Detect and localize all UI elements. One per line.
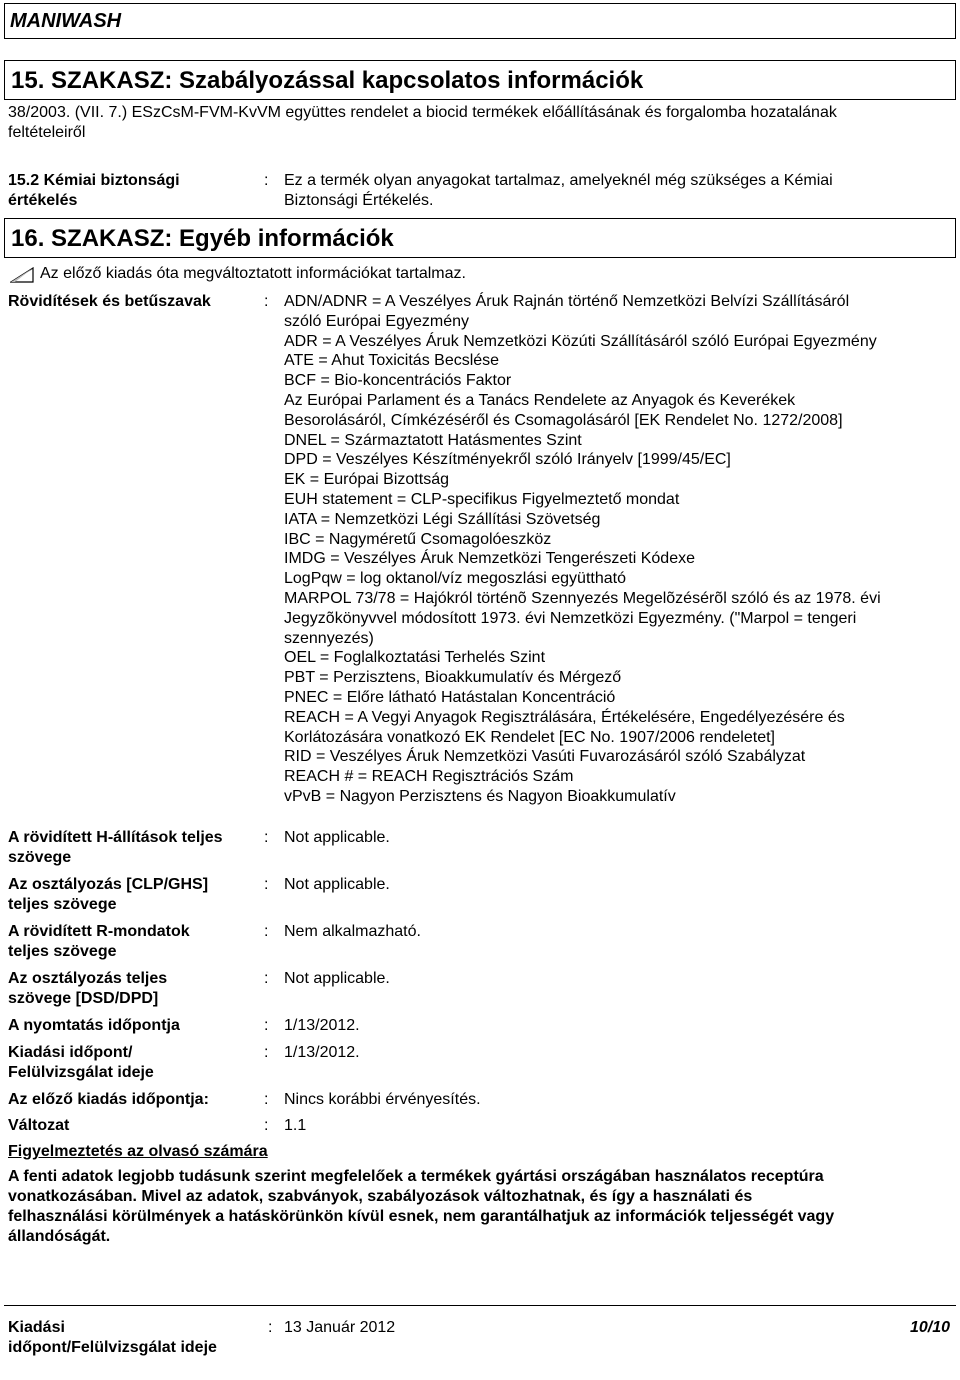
footer-label-line1: Kiadási	[8, 1319, 65, 1336]
footer-label-line2: időpont/Felülvizsgálat ideje	[8, 1339, 217, 1356]
changed-note: Az előző kiadás óta megváltoztatott információkat tartalmaz.	[40, 265, 466, 282]
footer-date: 13 Január 2012	[284, 1319, 396, 1336]
abbrev-line: Jegyzõkönyvvel módosított 1973. évi Nemzetközi Egyezmény. ("Marpol = tengeri	[284, 609, 857, 627]
abbrev-line: Korlátozására vonatkozó EK Rendelet [EC No. 1907/2006 rendeletet]	[284, 728, 775, 746]
version-label: Változat	[8, 1117, 70, 1134]
abbrev-line: LogPqw = log oktanol/víz megoszlási együttható	[284, 570, 626, 588]
abbrev-line: IATA = Nemzetközi Légi Szállítási Szövetség	[284, 510, 601, 528]
csa-value-line2: Biztonsági Értékelés.	[284, 192, 434, 209]
prev-issue-value: Nincs korábbi érvényesítés.	[284, 1091, 481, 1108]
abbrev-line: REACH # = REACH Regisztrációs Szám	[284, 768, 574, 786]
brand-header	[4, 3, 956, 39]
footer-divider	[4, 1305, 956, 1306]
abbrev-line: EUH statement = CLP-specifikus Figyelmeztető mondat	[284, 490, 680, 508]
clp-label-line2: teljes szövege	[8, 896, 117, 913]
abbrev-line: MARPOL 73/78 = Hajókról történõ Szennyezés Megelõzésérõl szóló és az 1978. évi	[284, 589, 881, 607]
abbrev-line: PNEC = Előre látható Hatástalan Koncentráció	[284, 688, 616, 706]
issue-date-label-line1: Kiadási időpont/	[8, 1044, 133, 1061]
abbrev-colon: :	[264, 293, 269, 310]
regulation-text-line2: feltételeiről	[8, 124, 86, 141]
dsd-value: Not applicable.	[284, 970, 390, 987]
abbrev-line: ADN/ADNR = A Veszélyes Áruk Rajnán történő Nemzetközi Belvízi Szállításáról	[284, 293, 850, 310]
r-phrases-colon: :	[264, 923, 269, 940]
print-date-value: 1/13/2012.	[284, 1017, 360, 1034]
prev-issue-label: Az előző kiadás időpontja:	[8, 1091, 209, 1108]
h-statements-label-line1: A rövidített H-állítások teljes	[8, 829, 223, 846]
r-phrases-label-line1: A rövidített R-mondatok	[8, 923, 190, 940]
abbrev-line: szennyezés)	[284, 629, 374, 647]
h-statements-value: Not applicable.	[284, 829, 390, 846]
issue-date-colon: :	[264, 1044, 269, 1061]
dsd-colon: :	[264, 970, 269, 987]
abbrev-line: szóló Európai Egyezmény	[284, 312, 469, 330]
notice-line: vonatkozásában. Mivel az adatok, szabványok, szabályozások változhatnak, és így a használati és	[8, 1188, 753, 1205]
print-date-label: A nyomtatás időpontja	[8, 1017, 180, 1034]
abbrev-line: DNEL = Származtatott Hatásmentes Szint	[284, 431, 582, 449]
notice-title: Figyelmeztetés az olvasó számára	[8, 1143, 268, 1160]
notice-text	[8, 1167, 953, 1247]
section-15-header	[4, 60, 956, 100]
regulation-text-line1: 38/2003. (VII. 7.) ESzCsM-FVM-KvVM együttes rendelet a biocid termékek előállításának és forgalomba hozatalának	[8, 104, 837, 121]
abbrev-line: Besorolásáról, Címkézéséről és Csomagolásáról [EK Rendelet No. 1272/2008]	[284, 411, 843, 429]
abbrev-line: BCF = Bio-koncentrációs Faktor	[284, 372, 512, 390]
h-statements-colon: :	[264, 829, 269, 846]
abbrev-list	[284, 292, 881, 807]
csa-colon: :	[264, 172, 269, 189]
dsd-label-line1: Az osztályozás teljes	[8, 970, 168, 987]
abbrev-line: OEL = Foglalkoztatási Terhelés Szint	[284, 649, 546, 667]
abbrev-line: REACH = A Vegyi Anyagok Regisztrálására, Értékelésére, Engedélyezésére és	[284, 708, 845, 726]
version-value: 1.1	[284, 1117, 307, 1134]
r-phrases-label-line2: teljes szövege	[8, 943, 117, 960]
abbrev-line: IMDG = Veszélyes Áruk Nemzetközi Tengerészeti Kódexe	[284, 550, 695, 568]
change-marker-icon	[10, 267, 34, 283]
abbrev-line: vPvB = Nagyon Perzisztens és Nagyon Bioakkumulatív	[284, 787, 676, 805]
dsd-label-line2: szövege [DSD/DPD]	[8, 990, 159, 1007]
abbrev-label: Rövidítések és betűszavak	[8, 293, 211, 310]
section-16-title: 16. SZAKASZ: Egyéb információk	[11, 225, 394, 252]
notice-line: felhasználási körülmények a hatáskörünkön kívül esnek, nem garantálhatjuk az információk teljességét vagy	[8, 1208, 835, 1225]
abbrev-line: EK = Európai Bizottság	[284, 471, 449, 489]
section-15-title: 15. SZAKASZ: Szabályozással kapcsolatos információk	[11, 67, 644, 94]
h-statements-label-line2: szövege	[8, 849, 72, 866]
notice-line: állandóságát.	[8, 1228, 111, 1245]
abbrev-line: DPD = Veszélyes Készítményekről szóló Irányelv [1999/45/EC]	[284, 451, 731, 469]
print-date-colon: :	[264, 1017, 269, 1034]
abbrev-line: ADR = A Veszélyes Áruk Nemzetközi Közúti Szállításáról szóló Európai Egyezmény	[284, 332, 877, 350]
notice-line: A fenti adatok legjobb tudásunk szerint megfelelőek a termékek gyártási országában használatos receptúra	[8, 1168, 824, 1185]
abbrev-line: Az Európai Parlament és a Tanács Rendelete az Anyagok és Keverékek	[284, 391, 796, 409]
abbrev-line: ATE = Ahut Toxicitás Becslése	[284, 352, 500, 370]
abbrev-line: PBT = Perzisztens, Bioakkumulatív és Mérgező	[284, 669, 622, 687]
clp-colon: :	[264, 876, 269, 893]
footer-colon: :	[268, 1319, 273, 1336]
section-16-header	[4, 218, 956, 258]
r-phrases-value: Nem alkalmazható.	[284, 923, 421, 940]
version-colon: :	[264, 1117, 269, 1134]
issue-date-value: 1/13/2012.	[284, 1044, 360, 1061]
csa-label-line1: 15.2 Kémiai biztonsági	[8, 172, 180, 189]
csa-label-line2: értékelés	[8, 192, 78, 209]
brand-name: MANIWASH	[10, 10, 122, 32]
csa-value-line1: Ez a termék olyan anyagokat tartalmaz, amelyeknél még szükséges a Kémiai	[284, 172, 833, 189]
clp-label-line1: Az osztályozás [CLP/GHS]	[8, 876, 209, 893]
prev-issue-colon: :	[264, 1091, 269, 1108]
page-number: 10/10	[909, 1319, 950, 1336]
abbrev-line: RID = Veszélyes Áruk Nemzetközi Vasúti Fuvarozásáról szóló Szabályzat	[284, 748, 806, 766]
abbrev-line: IBC = Nagyméretű Csomagolóeszköz	[284, 530, 552, 548]
issue-date-label-line2: Felülvizsgálat ideje	[8, 1064, 154, 1081]
clp-value: Not applicable.	[284, 876, 390, 893]
